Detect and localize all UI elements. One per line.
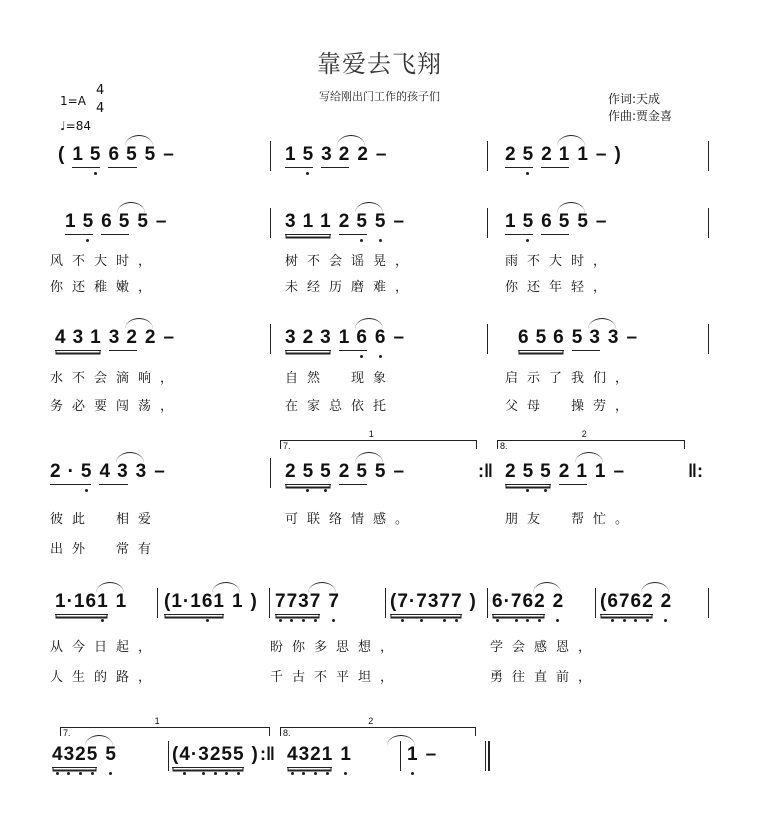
note: 7 — [397, 591, 408, 612]
note-group — [572, 328, 600, 351]
parenthesis: ) — [250, 591, 257, 612]
note-group — [232, 592, 243, 614]
lyric-line: 朋友 帮忙。 — [505, 512, 638, 527]
note-group — [52, 745, 97, 768]
note: 5 — [374, 211, 386, 232]
note-group — [376, 145, 387, 167]
note: 1 — [340, 744, 351, 765]
lyric-line: 人生的路， — [50, 670, 161, 685]
lyric-line: 在家总依托 — [285, 399, 396, 414]
volta-number: 1 — [368, 429, 374, 439]
parenthesis: ) — [251, 744, 258, 765]
note-group — [109, 328, 137, 351]
note-group — [375, 328, 386, 350]
repeat-sign: ‖: — [688, 461, 703, 481]
measure — [50, 462, 165, 485]
note: 2 — [126, 327, 137, 348]
barline — [708, 588, 709, 618]
note-group — [72, 145, 100, 168]
note-group — [393, 462, 404, 484]
note: 3 — [198, 744, 209, 765]
note: 7 — [618, 591, 630, 612]
time-signature-top: 4 — [96, 83, 105, 98]
note: 1 — [65, 211, 76, 232]
note-group — [492, 592, 545, 615]
sustain-dash: – — [626, 327, 638, 348]
barline — [270, 208, 271, 238]
note-group — [613, 462, 624, 484]
measure — [287, 745, 351, 768]
volta-number: 2 — [581, 429, 587, 439]
barline — [269, 588, 270, 618]
note-group — [596, 212, 607, 234]
note-group — [393, 212, 404, 234]
note: 5 — [221, 744, 232, 765]
note-group — [101, 212, 129, 235]
note: 1 — [171, 591, 182, 612]
barline — [270, 458, 271, 488]
note-group — [559, 462, 587, 485]
note: 5 — [86, 744, 98, 765]
note: 1 — [320, 211, 331, 232]
note: 3 — [117, 461, 128, 482]
volta-number: 1 — [154, 716, 160, 726]
barline — [168, 741, 169, 771]
note: 2 — [357, 144, 368, 165]
measure — [172, 745, 258, 768]
note: 6 — [607, 591, 618, 612]
note-group — [541, 212, 569, 235]
note-group — [614, 145, 620, 167]
note-group — [164, 592, 224, 615]
note: 3 — [607, 327, 619, 348]
note-group — [154, 462, 165, 484]
note-group — [156, 212, 167, 234]
note-group — [58, 145, 64, 167]
note: 2 — [302, 327, 314, 348]
lyric-line: 你还稚嫩， — [50, 280, 161, 295]
lyric-line: 务必要闯荡， — [50, 399, 183, 414]
barline — [270, 141, 271, 171]
note-group — [375, 462, 386, 484]
note: 3 — [427, 591, 439, 612]
note: 5 — [577, 211, 588, 232]
sustain-dash: – — [595, 211, 607, 232]
note-group — [470, 592, 476, 614]
note: 2 — [338, 461, 350, 482]
note: 5 — [89, 144, 101, 165]
note: 3 — [298, 744, 310, 765]
sustain-dash: – — [425, 744, 437, 765]
note-group — [339, 212, 367, 235]
note-group — [553, 592, 564, 614]
note-group — [595, 462, 606, 484]
note: 1 — [558, 144, 570, 165]
final-barline — [485, 741, 490, 771]
measure — [285, 462, 404, 485]
note-group — [426, 745, 437, 767]
note: 3 — [589, 327, 600, 348]
note: 5 — [80, 461, 92, 482]
note: 7 — [450, 591, 462, 612]
sustain-dash: – — [154, 461, 165, 482]
note-group — [596, 145, 607, 167]
note-group — [285, 145, 313, 168]
volta-bracket — [280, 429, 477, 451]
note: · — [67, 461, 74, 482]
note: · — [503, 591, 510, 612]
note: 6 — [522, 591, 534, 612]
sustain-dash: – — [393, 211, 405, 232]
composer-credit: 作曲:贾金喜 — [608, 109, 673, 123]
note: 1 — [73, 591, 85, 612]
note: 5 — [356, 461, 367, 482]
note-group — [518, 328, 564, 351]
note: · — [182, 591, 190, 612]
barline — [487, 324, 488, 354]
note: 2 — [310, 744, 321, 765]
parenthesis: ) — [469, 591, 476, 612]
note: 1 — [285, 144, 296, 165]
note: 2 — [338, 144, 350, 165]
note: 5 — [522, 461, 534, 482]
lyric-line: 自然 现象 — [285, 371, 396, 386]
measure — [52, 745, 116, 768]
measure — [407, 745, 436, 767]
lyric-line: 可联络情感。 — [285, 512, 418, 527]
note: 1 — [90, 327, 101, 348]
note-group — [163, 145, 174, 167]
note-group — [252, 745, 258, 767]
note: 2 — [144, 327, 156, 348]
measure — [492, 592, 563, 615]
note: 2 — [552, 591, 564, 612]
note: 1 — [231, 591, 243, 612]
note: · — [408, 591, 416, 612]
note-group — [172, 745, 244, 768]
note-group — [163, 328, 174, 350]
lyric-line: 千古不平坦， — [270, 670, 403, 685]
sustain-dash: – — [595, 144, 607, 165]
lyric-line: 盼你多思想， — [270, 640, 403, 655]
note-group — [108, 145, 136, 168]
note: 4 — [99, 461, 111, 482]
note: 1 — [407, 744, 418, 765]
note-group — [608, 328, 619, 350]
note: 5 — [126, 144, 137, 165]
note: 6 — [374, 327, 386, 348]
parenthesis: ( — [164, 591, 171, 612]
song-subtitle: 写给刚出门工作的孩子们 — [319, 90, 440, 103]
barline — [487, 141, 488, 171]
lyric-line: 雨不大时， — [505, 254, 616, 269]
volta-bracket — [280, 716, 476, 738]
note-group — [340, 745, 351, 767]
lyric-line: 未经历磨难， — [285, 280, 418, 295]
note: 7 — [286, 591, 298, 612]
lyric-line: 彼此 相爱 — [50, 512, 161, 527]
barline — [487, 208, 488, 238]
measure — [518, 328, 637, 351]
measure — [164, 592, 257, 615]
note-group — [339, 328, 367, 351]
barline — [708, 324, 709, 354]
note: 2 — [75, 744, 86, 765]
lyric-line: 启示了我们， — [505, 371, 638, 386]
sustain-dash: – — [393, 461, 405, 482]
note: 7 — [510, 591, 522, 612]
note-group — [375, 212, 386, 234]
note: 2 — [50, 461, 61, 482]
parenthesis: ( — [172, 744, 179, 765]
note: 4 — [52, 744, 63, 765]
note-group — [145, 145, 156, 167]
note: · — [190, 744, 198, 765]
note-group — [65, 212, 93, 235]
lyric-line: 你还年轻， — [505, 280, 616, 295]
note: 3 — [285, 327, 296, 348]
sustain-dash: – — [163, 144, 174, 165]
sustain-dash: – — [393, 327, 405, 348]
note: 1 — [576, 461, 587, 482]
note: 7 — [309, 591, 321, 612]
note: 6 — [201, 591, 213, 612]
note: 1 — [55, 591, 66, 612]
barline — [708, 141, 709, 171]
note: 2 — [660, 591, 672, 612]
note-group — [275, 592, 320, 615]
parenthesis: ( — [390, 591, 397, 612]
note: 1 — [302, 211, 314, 232]
note: 5 — [356, 211, 367, 232]
note-group — [577, 212, 588, 234]
measure — [55, 328, 174, 351]
note: 6 — [492, 591, 503, 612]
note: 5 — [571, 327, 583, 348]
volta-label: 7. — [63, 728, 71, 738]
key-signature: 1=A — [60, 94, 86, 108]
measure — [285, 328, 404, 351]
lyric-line: 水不会滴响， — [50, 371, 183, 386]
barline — [400, 741, 401, 771]
note-group — [407, 745, 418, 767]
note: 4 — [179, 744, 190, 765]
measure — [65, 212, 166, 235]
note-group — [136, 462, 147, 484]
note-group — [577, 145, 588, 167]
volta-bracket — [497, 429, 685, 451]
parenthesis: ) — [614, 144, 621, 165]
measure — [505, 212, 606, 235]
note-group — [505, 462, 551, 485]
note-group — [251, 592, 257, 614]
note: 1 — [321, 744, 333, 765]
note-group — [390, 592, 462, 615]
barline — [270, 324, 271, 354]
measure — [58, 145, 174, 168]
note-group — [285, 212, 331, 235]
note: 1 — [505, 211, 516, 232]
note: 5 — [522, 211, 534, 232]
note: 6 — [541, 211, 552, 232]
sustain-dash: – — [613, 461, 625, 482]
note-group — [55, 328, 101, 351]
barline — [708, 208, 709, 238]
repeat-sign: :‖ — [478, 461, 493, 481]
note: 6 — [518, 327, 529, 348]
lyric-line: 勇往直前， — [490, 670, 601, 685]
note: 5 — [118, 211, 130, 232]
volta-number: 2 — [368, 716, 374, 726]
note: 5 — [522, 144, 534, 165]
parenthesis: ( — [58, 144, 65, 165]
barline — [157, 588, 158, 618]
note: 3 — [108, 327, 120, 348]
note: 6 — [356, 327, 367, 348]
note-group — [50, 462, 91, 485]
note: 1 — [97, 591, 108, 612]
repeat-sign: :‖ — [260, 744, 275, 764]
note: 1 — [213, 591, 224, 612]
note-group — [505, 145, 533, 168]
barline — [487, 588, 488, 618]
note: 3 — [135, 461, 147, 482]
note: 1 — [72, 144, 83, 165]
note: 5 — [105, 744, 116, 765]
measure — [505, 462, 624, 485]
note: 2 — [285, 461, 296, 482]
barline — [595, 588, 596, 618]
note-group — [541, 145, 569, 168]
barline — [385, 588, 386, 618]
measure — [285, 212, 404, 235]
measure — [600, 592, 671, 615]
note-group — [99, 462, 127, 485]
note: 6 — [108, 144, 120, 165]
lyric-line: 出外 常有 — [50, 542, 161, 557]
note: 4 — [287, 744, 298, 765]
song-title: 靠爱去飞翔 — [317, 50, 442, 78]
note: 5 — [232, 744, 244, 765]
note-group — [661, 592, 672, 614]
note: 5 — [144, 144, 156, 165]
note: 6 — [85, 591, 97, 612]
lyric-line: 父母 操劳， — [505, 399, 638, 414]
note: 5 — [302, 461, 314, 482]
note: 6 — [630, 591, 642, 612]
note: 5 — [82, 211, 94, 232]
volta-label: 7. — [283, 441, 291, 451]
note: 1 — [594, 461, 606, 482]
note-group — [393, 328, 404, 350]
note: 2 — [558, 461, 570, 482]
note: 2 — [338, 211, 350, 232]
note: 1 — [190, 591, 201, 612]
note: 1 — [577, 144, 588, 165]
lyric-line: 从今日起， — [50, 640, 161, 655]
note: 5 — [558, 211, 570, 232]
lyricist-credit: 作词:天成 — [608, 92, 661, 106]
lyric-line: 风不大时， — [50, 254, 161, 269]
note-group — [357, 145, 368, 167]
lyric-line: 树不会谣晃， — [285, 254, 418, 269]
note-group — [505, 212, 533, 235]
note-group — [328, 592, 339, 614]
note: 6 — [553, 327, 564, 348]
note: 7 — [416, 591, 427, 612]
note: 2 — [541, 144, 552, 165]
note: 7 — [439, 591, 450, 612]
note: 3 — [285, 211, 296, 232]
sustain-dash: – — [375, 144, 387, 165]
note: 1 — [338, 327, 350, 348]
note: 1 — [115, 591, 127, 612]
note-group — [55, 592, 108, 615]
note: 3 — [320, 327, 331, 348]
note-group — [626, 328, 637, 350]
volta-label: 8. — [283, 728, 291, 738]
note: 6 — [101, 211, 112, 232]
note: 3 — [72, 327, 84, 348]
note: 5 — [302, 144, 314, 165]
volta-bracket — [60, 716, 270, 738]
note: 7 — [328, 591, 339, 612]
note: 5 — [137, 211, 148, 232]
note: 5 — [320, 461, 331, 482]
time-signature-bottom: 4 — [96, 101, 105, 116]
sustain-dash: – — [155, 211, 167, 232]
lyric-line: 学会感恩， — [490, 640, 601, 655]
note: 5 — [540, 461, 551, 482]
note-group — [137, 212, 148, 234]
measure — [275, 592, 339, 615]
note-group — [600, 592, 653, 615]
note: 5 — [374, 461, 386, 482]
measure — [505, 145, 621, 168]
note: 3 — [63, 744, 75, 765]
note: 2 — [209, 744, 221, 765]
parenthesis: ( — [600, 591, 607, 612]
note: 7 — [275, 591, 286, 612]
tempo-marking: ♩=84 — [60, 119, 91, 133]
note-group — [105, 745, 116, 767]
note: 2 — [534, 591, 545, 612]
note-group — [116, 592, 127, 614]
note: 5 — [535, 327, 547, 348]
note-group — [321, 145, 349, 168]
measure — [390, 592, 476, 615]
note-group — [287, 745, 332, 768]
note: 4 — [55, 327, 66, 348]
measure — [55, 592, 126, 615]
note: 2 — [505, 144, 516, 165]
time-signature — [96, 82, 104, 118]
note: 2 — [505, 461, 516, 482]
note-group — [145, 328, 156, 350]
note: 3 — [321, 144, 332, 165]
note: · — [66, 591, 73, 612]
note-group — [285, 328, 331, 351]
volta-label: 8. — [500, 441, 508, 451]
note-group — [339, 462, 367, 485]
note-group — [285, 462, 331, 485]
note: 2 — [642, 591, 653, 612]
note: 3 — [298, 591, 309, 612]
measure — [285, 145, 386, 168]
sustain-dash: – — [163, 327, 175, 348]
